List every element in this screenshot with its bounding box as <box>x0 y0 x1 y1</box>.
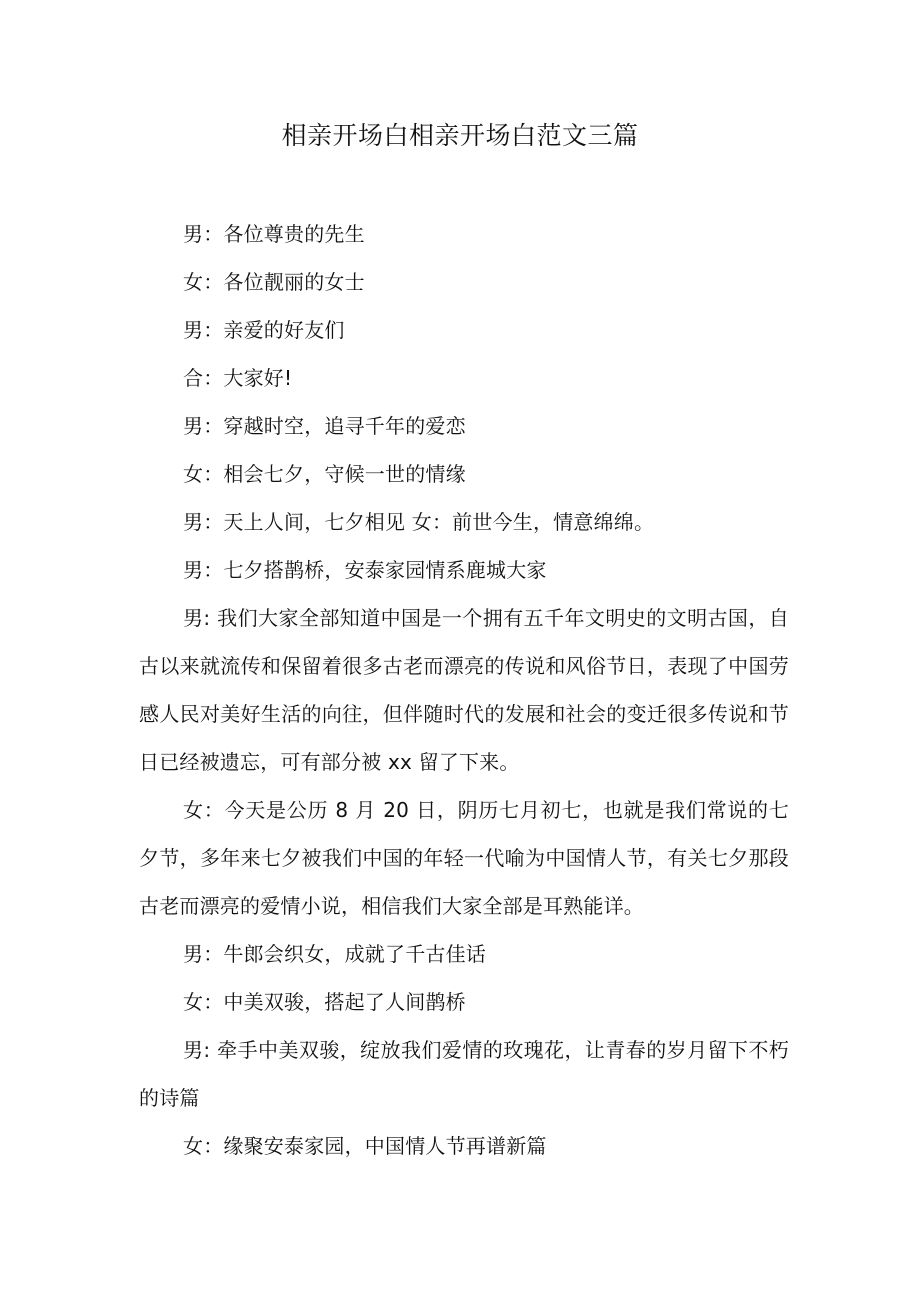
document-body <box>139 210 789 1170</box>
paragraph: 男：亲爱的好友们 <box>183 318 345 342</box>
paragraph: 男：天上人间，七夕相见 女：前世今生，情意绵绵。 <box>183 510 655 534</box>
paragraph: 男: 牵手中美双骏，绽放我们爱情的玫瑰花，让青春的岁月留下不朽的诗篇 <box>139 1038 789 1110</box>
paragraph: 男：穿越时空，追寻千年的爱恋 <box>183 414 466 438</box>
document-title: 相亲开场白相亲开场白范文三篇 <box>281 121 639 150</box>
paragraph: 合：大家好! <box>183 366 293 390</box>
paragraph: 女：各位靓丽的女士 <box>183 270 365 294</box>
paragraph: 男：七夕搭鹊桥，安泰家园情系鹿城大家 <box>183 558 547 582</box>
paragraph: 男：各位尊贵的先生 <box>183 222 365 246</box>
paragraph: 男: 我们大家全部知道中国是一个拥有五千年文明史的文明古国，自古以来就流传和保留着很多古老而漂亮的传说和风俗节日，表现了中国劳感人民对美好生活的向往，但伴随时代的发展和社会的变迁很多传说和节日已经被遗忘，可有部分被 xx 留了下来。 <box>139 606 789 774</box>
paragraph: 男：牛郎会织女，成就了千古佳话 <box>183 942 486 966</box>
paragraph: 女：今天是公历 8 月 20 日，阴历七月初七，也就是我们常说的七夕节，多年来七夕被我们中国的年轻一代喻为中国情人节，有关七夕那段古老而漂亮的爱情小说，相信我们大家全部是耳熟能详。 <box>139 798 789 918</box>
paragraph: 女：相会七夕，守候一世的情缘 <box>183 462 466 486</box>
paragraph: 女：缘聚安泰家园，中国情人节再谱新篇 <box>183 1134 547 1158</box>
paragraph: 女：中美双骏，搭起了人间鹊桥 <box>183 990 466 1014</box>
